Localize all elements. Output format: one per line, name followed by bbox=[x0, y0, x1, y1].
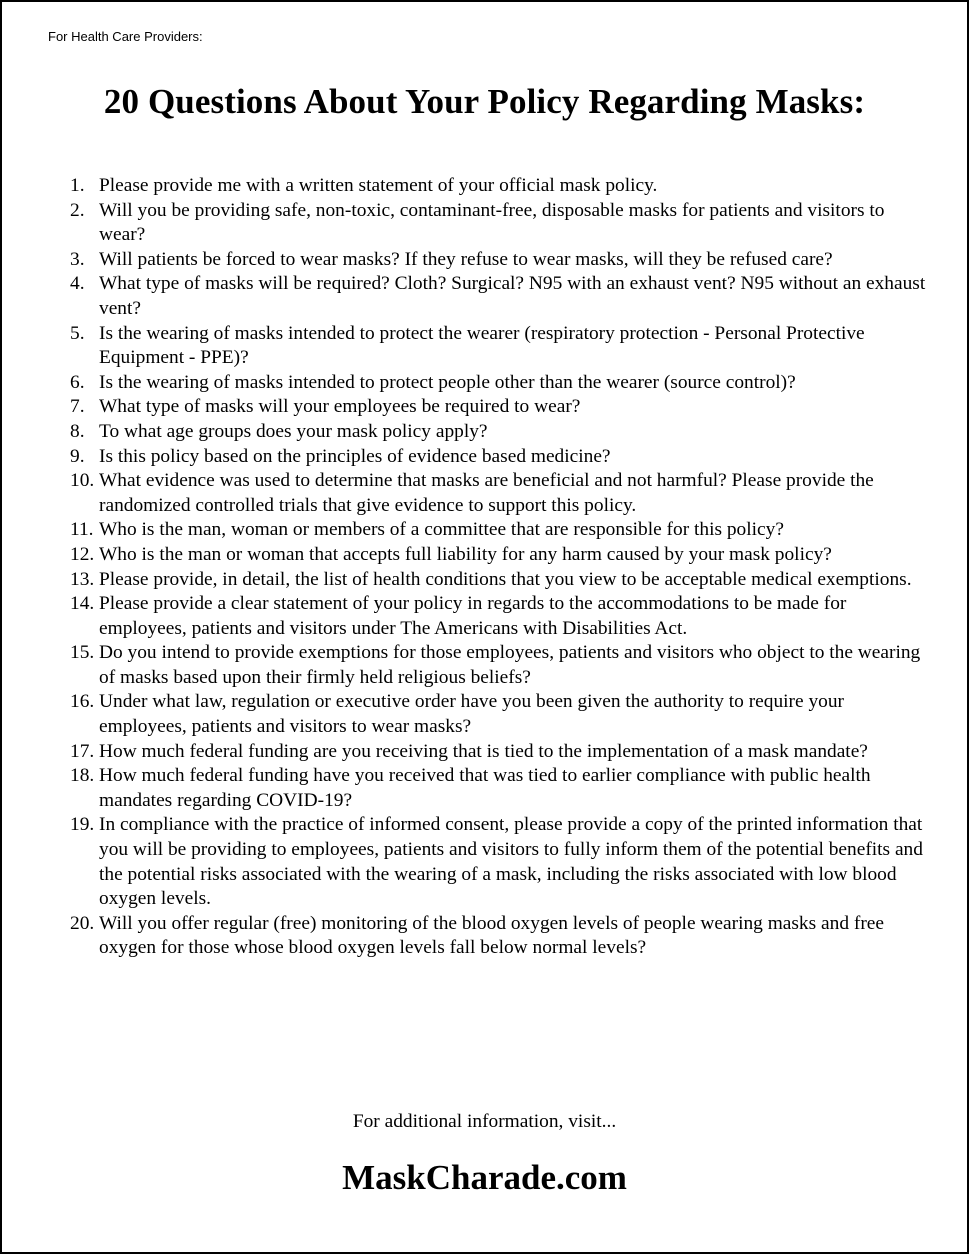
question-item bbox=[70, 641, 930, 690]
question-text: Please provide a clear statement of your policy in regards to the accommodations to be made for employees, patients and visitors under The Americans with Disabilities Act. bbox=[99, 593, 847, 639]
question-item bbox=[70, 592, 930, 641]
question-number: 11. bbox=[70, 519, 94, 541]
footer-note: For additional information, visit... bbox=[352, 1111, 617, 1132]
question-text: How much federal funding are you receiving that is tied to the implementation of a mask mandate? bbox=[99, 740, 868, 762]
question-item bbox=[70, 568, 930, 593]
question-item bbox=[70, 469, 930, 518]
question-item bbox=[70, 445, 930, 470]
question-list bbox=[70, 174, 930, 961]
question-item bbox=[70, 813, 930, 911]
question-text: Will you offer regular (free) monitoring of the blood oxygen levels of people wearing masks and free oxygen for those whose blood oxygen levels fall below normal levels? bbox=[99, 912, 884, 959]
question-number: 7. bbox=[70, 396, 85, 418]
question-item bbox=[70, 371, 930, 396]
question-text: Will you be providing safe, non-toxic, contaminant-free, disposable masks for patients and visitors to wear? bbox=[99, 199, 885, 246]
question-text: Who is the man or woman that accepts full liability for any harm caused by your mask policy? bbox=[99, 543, 832, 565]
question-text: Will patients be forced to wear masks? If they refuse to wear masks, will they be refused care? bbox=[99, 248, 833, 270]
question-number: 4. bbox=[70, 273, 85, 295]
question-number: 3. bbox=[70, 248, 85, 270]
question-item bbox=[70, 395, 930, 420]
question-text: Under what law, regulation or executive order have you been given the authority to require your employees, patients and visitors to wear masks? bbox=[99, 691, 845, 738]
question-number: 16. bbox=[70, 691, 95, 713]
question-item bbox=[70, 690, 930, 739]
question-text: Is the wearing of masks intended to protect people other than the wearer (source control)? bbox=[99, 371, 796, 393]
question-text: Is the wearing of masks intended to protect the wearer (respiratory protection - Personal Protective Equipment - PPE)? bbox=[99, 322, 865, 369]
question-number: 19. bbox=[70, 814, 95, 836]
question-item bbox=[70, 174, 930, 199]
question-number: 1. bbox=[70, 175, 85, 196]
question-item bbox=[70, 518, 930, 543]
question-item bbox=[70, 420, 930, 445]
question-number: 2. bbox=[70, 199, 85, 221]
question-text: What evidence was used to determine that masks are beneficial and not harmful? Please provide the randomized controlled trials that give evidence to support this policy. bbox=[99, 470, 874, 516]
question-number: 13. bbox=[70, 568, 95, 590]
question-item bbox=[70, 740, 930, 765]
question-number: 15. bbox=[70, 642, 95, 664]
question-text: To what age groups does your mask policy apply? bbox=[99, 420, 488, 442]
question-item bbox=[70, 248, 930, 273]
question-text: How much federal funding have you received that was tied to earlier compliance with public health mandates regarding COVID-19? bbox=[99, 765, 871, 811]
question-item bbox=[70, 543, 930, 568]
website-name: MaskCharade.com bbox=[342, 1158, 627, 1197]
question-text: Is this policy based on the principles of evidence based medicine? bbox=[99, 445, 611, 467]
question-number: 17. bbox=[70, 740, 95, 762]
audience-note: For Health Care Providers: bbox=[48, 29, 203, 44]
question-text: Do you intend to provide exemptions for those employees, patients and visitors who object to the wearing of masks based upon their firmly held religious beliefs? bbox=[99, 642, 921, 688]
question-number: 12. bbox=[70, 543, 95, 565]
question-text: Please provide me with a written statement of your official mask policy. bbox=[99, 175, 658, 196]
question-number: 8. bbox=[70, 420, 85, 442]
question-item bbox=[70, 199, 930, 248]
question-number: 18. bbox=[70, 765, 95, 787]
question-item bbox=[70, 272, 930, 321]
question-number: 20. bbox=[70, 912, 95, 934]
question-number: 5. bbox=[70, 322, 85, 344]
question-text: Please provide, in detail, the list of health conditions that you view to be acceptable medical exemptions. bbox=[99, 568, 912, 590]
question-text: What type of masks will be required? Cloth? Surgical? N95 with an exhaust vent? N95 without an exhaust vent? bbox=[99, 273, 926, 319]
question-text: In compliance with the practice of informed consent, please provide a copy of the printed information that you will be providing to employees, patients and visitors to fully inform them of the potential benefits and the potential risks associated with the wearing of a mask, including the risks associated with low blood oxygen levels. bbox=[99, 814, 923, 910]
question-item bbox=[70, 322, 930, 371]
question-number: 14. bbox=[70, 593, 95, 615]
question-item bbox=[70, 764, 930, 813]
question-number: 10. bbox=[70, 470, 95, 492]
question-item bbox=[70, 912, 930, 961]
question-number: 6. bbox=[70, 371, 85, 393]
question-text: What type of masks will your employees be required to wear? bbox=[99, 396, 581, 418]
page-title: 20 Questions About Your Policy Regarding Masks: bbox=[103, 82, 866, 121]
question-number: 9. bbox=[70, 445, 85, 467]
question-text: Who is the man, woman or members of a committee that are responsible for this policy? bbox=[99, 519, 784, 541]
